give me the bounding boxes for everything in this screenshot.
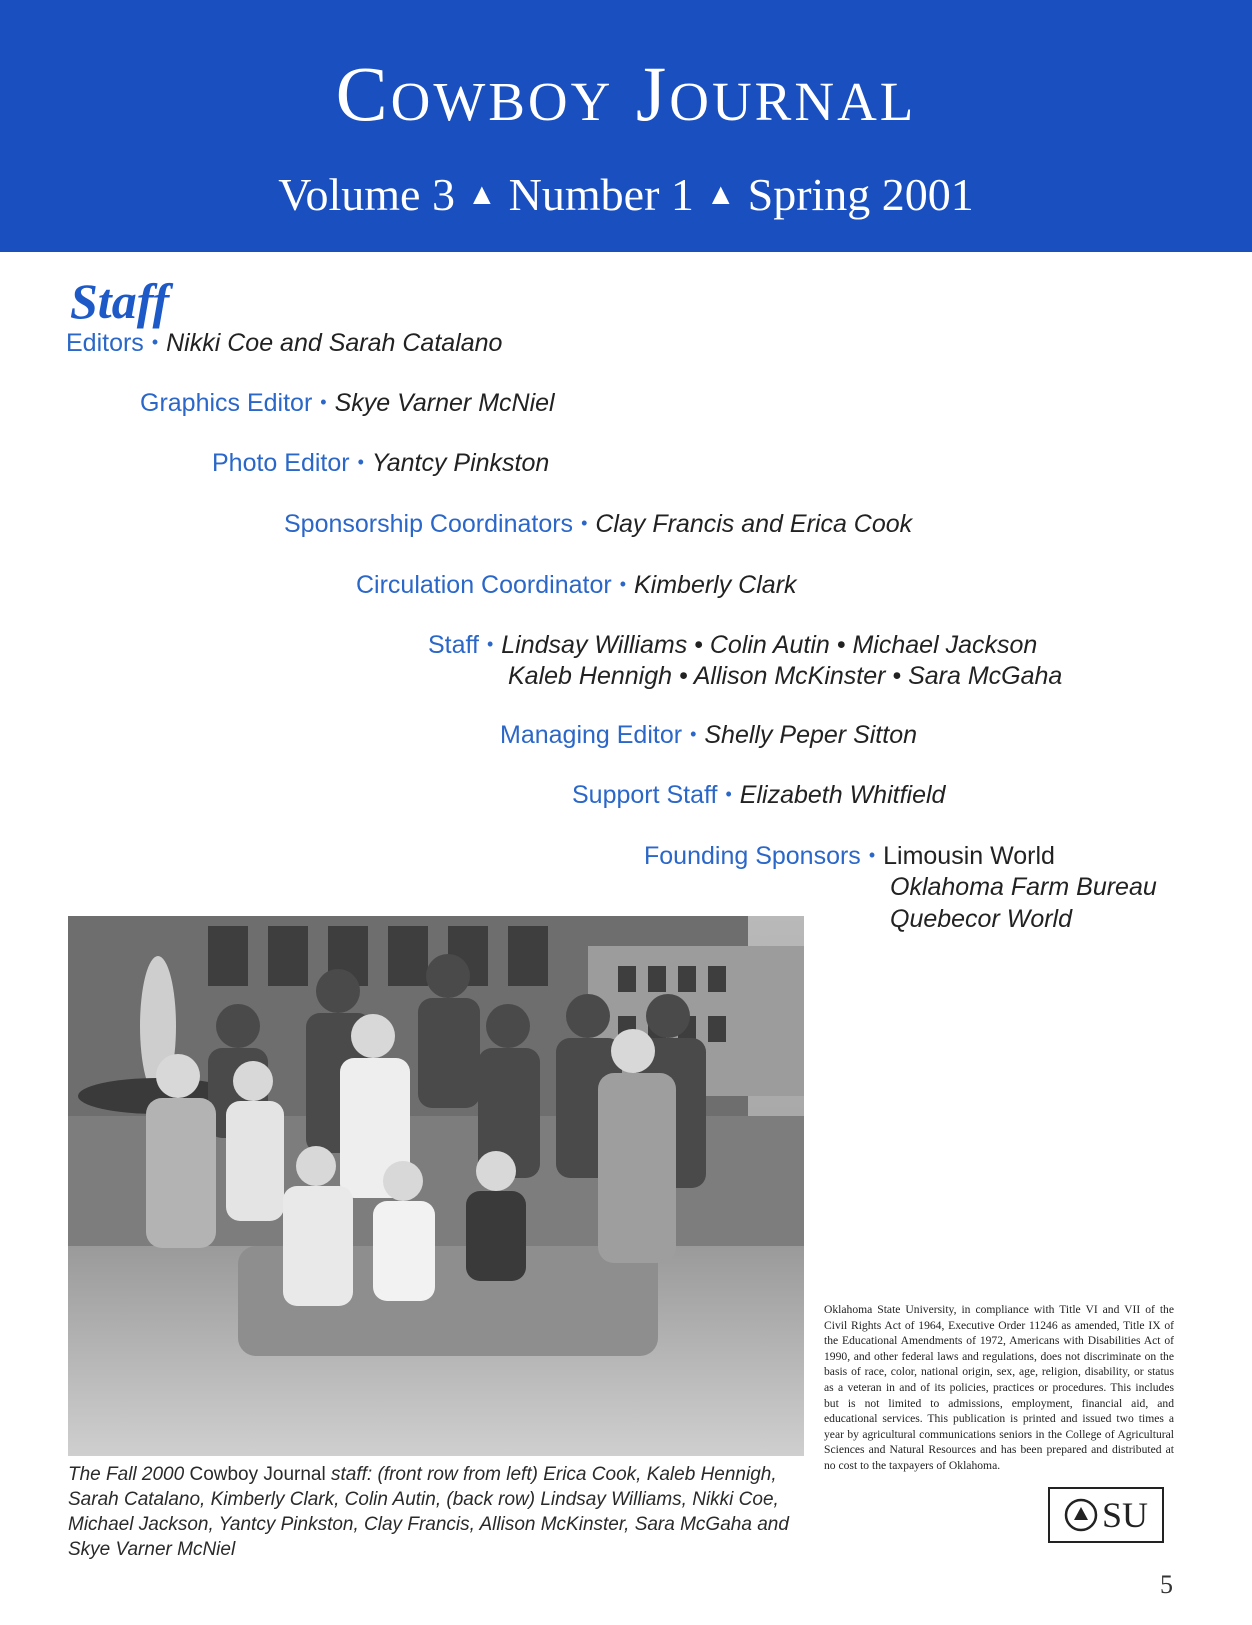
role-label: Photo Editor <box>212 449 350 477</box>
masthead-row-graphics-editor <box>140 386 555 419</box>
staff-names: Skye Varner McNiel <box>334 389 555 417</box>
triangle-separator-icon: ▲ <box>466 178 497 211</box>
masthead-row-support-staff <box>572 778 945 811</box>
masthead-row-circulation <box>356 568 797 601</box>
role-label: Managing Editor <box>500 721 683 749</box>
sponsor-name: Quebecor World <box>890 905 1073 933</box>
bullet-icon: • <box>868 845 876 865</box>
masthead-row-sponsor-line3 <box>890 903 1072 935</box>
role-label: Staff <box>428 631 479 659</box>
caption-journal-name: Cowboy Journal <box>189 1464 326 1485</box>
role-label: Founding Sponsors <box>644 842 861 870</box>
caption-part1: The Fall 2000 <box>68 1464 185 1485</box>
masthead-row-founding-sponsors <box>644 839 1055 872</box>
page-number: 5 <box>1160 1570 1173 1599</box>
triangle-separator-icon: ▲ <box>705 178 736 211</box>
nondiscrimination-statement: Oklahoma State University, in compliance with Title VI and VII of the Civil Rights Act of 1964, Executive Order 11246 as amended, Title IX of the Educational Amendments of 1972, Americans with Disabilities Act of 1990, and other federal laws and regulations, does not discriminate on the basis of race, color, national origin, sex, age, religion, disability, or status as a veteran in and of its policies, practices or procedures. This includes but is not limited to admissions, employment, financial aid, and educational services. This publication is printed and issued two times a year by agricultural communications seniors in the College of Agricultural Sciences and Natural Resources and has been prepared and distributed at no cost to the taxpayers of Oklahoma. <box>824 1303 1174 1472</box>
masthead-row-photo-editor <box>212 446 549 479</box>
staff-group-photo <box>68 916 804 1456</box>
osu-logo <box>1048 1487 1164 1543</box>
sponsor-name: Limousin World <box>883 842 1055 870</box>
masthead-banner <box>0 0 1252 252</box>
staff-names: Kaleb Hennigh • Allison McKinster • Sara McGaha <box>508 662 1063 690</box>
bullet-icon: • <box>486 634 494 654</box>
masthead-row-staff <box>428 628 1037 661</box>
masthead-row-sponsor-line2 <box>890 871 1157 903</box>
bullet-icon: • <box>690 724 697 744</box>
bullet-icon: • <box>320 392 327 412</box>
season-label: Spring 2001 <box>747 169 974 220</box>
bullet-icon: • <box>619 574 626 594</box>
photo-caption <box>68 1462 808 1562</box>
staff-names: Nikki Coe and Sarah Catalano <box>166 329 503 357</box>
role-label: Sponsorship Coordinators <box>284 510 574 538</box>
role-label: Editors <box>66 329 144 357</box>
osu-triangle-logo-icon <box>1064 1498 1098 1532</box>
masthead-row-editors <box>66 326 502 359</box>
masthead-row-staff-line2 <box>508 660 1062 692</box>
volume-label: Volume 3 <box>278 169 455 220</box>
role-label: Graphics Editor <box>140 389 313 417</box>
staff-names: Shelly Peper Sitton <box>704 721 917 749</box>
role-label: Circulation Coordinator <box>356 571 612 599</box>
role-label: Support Staff <box>572 781 718 809</box>
journal-title: Cowboy Journal <box>335 50 917 137</box>
number-label: Number 1 <box>508 169 694 220</box>
bullet-icon: • <box>357 452 364 472</box>
bullet-icon: • <box>725 784 732 804</box>
osu-logo-text: SU <box>1101 1495 1149 1535</box>
bullet-icon: • <box>581 513 588 533</box>
masthead-row-sponsorship <box>284 507 912 540</box>
masthead-row-managing-editor <box>500 718 917 751</box>
issue-line <box>0 169 1252 220</box>
staff-group-photo-graphic <box>68 916 804 1456</box>
staff-names: Kimberly Clark <box>634 571 797 599</box>
staff-names: Yantcy Pinkston <box>371 449 550 477</box>
staff-names: Lindsay Williams • Colin Autin • Michael Jackson <box>501 631 1038 659</box>
sponsor-name: Oklahoma Farm Bureau <box>890 873 1157 901</box>
staff-names: Elizabeth Whitfield <box>739 781 946 809</box>
staff-heading: Staff <box>70 273 170 329</box>
caption-part3: staff: (front row from left) Erica Cook, Kaleb Hennigh, Sarah Catalano, Kimberly Clark, Colin Autin, (back row) Lindsay Williams, Nikki Coe, Michael Jackson, Yantcy Pinkston, Clay Francis, Allison McKinster, Sara McGaha and Skye Varner McNiel <box>68 1464 789 1560</box>
staff-names: Clay Francis and Erica Cook <box>595 510 913 538</box>
bullet-icon: • <box>151 332 159 352</box>
